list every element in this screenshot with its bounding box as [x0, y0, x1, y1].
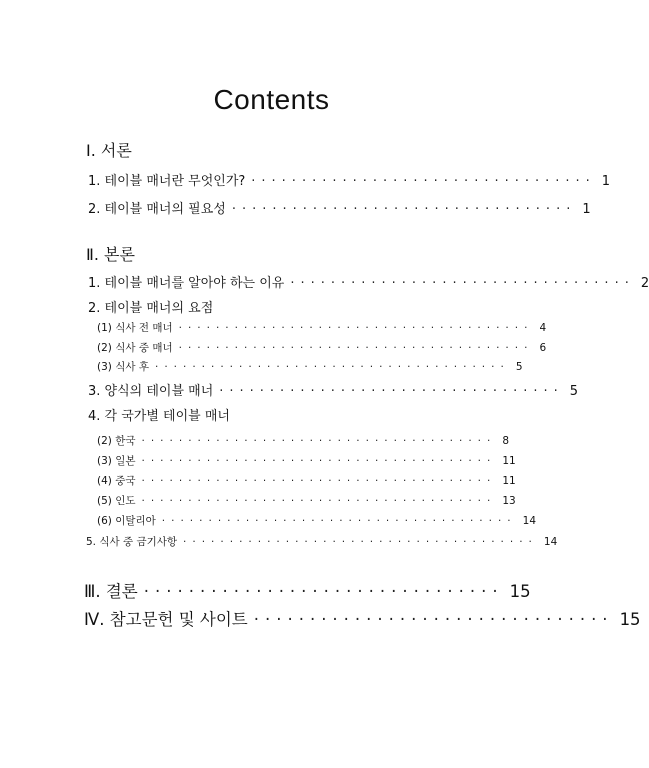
toc-entry-label: (3) 일본: [97, 455, 136, 467]
toc-entry-label: (3) 식사 후: [97, 361, 149, 373]
section-heading-intro: Ⅰ. 서론: [86, 141, 132, 160]
toc-entry-label: Ⅳ. 참고문헌 및 사이트: [84, 610, 248, 629]
toc-entry-label: 2. 테이블 매너의 요점: [88, 301, 214, 316]
toc-entry-page: 11: [502, 475, 516, 487]
dot-leader: ······································: [141, 435, 497, 447]
toc-entry-page: 6: [539, 342, 547, 354]
dot-leader: ································: [253, 610, 614, 629]
toc-entry[interactable]: [88, 405, 230, 424]
toc-entry[interactable]: [97, 359, 523, 374]
toc-entry-label: 5. 식사 중 금기사항: [86, 536, 178, 548]
toc-entry-page: 5: [515, 361, 523, 373]
dot-leader: ······································: [161, 515, 517, 527]
toc-entry-page: 1: [582, 202, 591, 217]
toc-entry-page: 13: [502, 495, 516, 507]
toc-entry[interactable]: [97, 493, 516, 508]
dot-leader: ··································: [290, 276, 635, 291]
dot-leader: ··································: [251, 174, 596, 189]
toc-entry[interactable]: [88, 380, 579, 399]
dot-leader: ······································: [154, 361, 510, 373]
toc-entry-label: (1) 식사 전 매너: [97, 322, 173, 334]
toc-entry-references[interactable]: [84, 606, 641, 630]
toc-entry[interactable]: [97, 513, 537, 528]
toc-entry[interactable]: [88, 170, 611, 189]
toc-entry-label: 4. 각 국가별 테이블 매너: [88, 409, 230, 424]
toc-entry-label: Ⅲ. 결론: [84, 582, 138, 601]
page-title: Contents: [213, 84, 330, 115]
toc-entry-label: (2) 식사 중 매너: [97, 342, 173, 354]
toc-entry[interactable]: [97, 473, 516, 488]
toc-entry-conclusion[interactable]: [84, 578, 531, 602]
dot-leader: ··································: [219, 384, 564, 399]
toc-entry-label: 2. 테이블 매너의 필요성: [88, 202, 226, 217]
toc-entry-page: 4: [539, 322, 547, 334]
toc-entry-label: 3. 양식의 테이블 매너: [88, 384, 214, 399]
toc-entry-label: (4) 중국: [97, 475, 136, 487]
dot-leader: ································: [143, 582, 504, 601]
toc-entry[interactable]: [97, 340, 547, 355]
toc-entry-label: (6) 이탈리아: [97, 515, 156, 527]
toc-entry-page: 11: [502, 455, 516, 467]
dot-leader: ······································: [141, 495, 497, 507]
toc-entry[interactable]: [88, 297, 213, 316]
toc-entry-page: 14: [522, 515, 537, 527]
dot-leader: ······································: [183, 536, 538, 548]
toc-entry[interactable]: [88, 272, 649, 291]
toc-entry[interactable]: [88, 198, 591, 217]
toc-entry-label: (5) 인도: [97, 495, 136, 507]
dot-leader: ··································: [231, 202, 577, 217]
toc-entry-page: 5: [569, 384, 579, 399]
toc-entry-page: 14: [543, 536, 558, 548]
toc-entry-page: 15: [619, 610, 641, 629]
dot-leader: ······································: [141, 455, 497, 467]
toc-entry[interactable]: [86, 534, 558, 549]
toc-entry[interactable]: [97, 453, 516, 468]
toc-entry-label: (2) 한국: [97, 435, 136, 447]
dot-leader: ······································: [178, 322, 534, 334]
toc-entry-label: 1. 테이블 매너를 알아야 하는 이유: [88, 276, 285, 291]
toc-entry-page: 15: [509, 582, 531, 601]
dot-leader: ······································: [178, 342, 534, 354]
dot-leader: ······································: [141, 475, 497, 487]
toc-entry[interactable]: [97, 433, 510, 448]
toc-entry-page: 1: [601, 174, 611, 189]
toc-entry-label: 1. 테이블 매너란 무엇인가?: [88, 174, 246, 189]
section-heading-main: Ⅱ. 본론: [86, 245, 135, 264]
toc-entry-page: 2: [640, 276, 649, 291]
toc-entry[interactable]: [97, 320, 547, 335]
toc-entry-page: 8: [502, 435, 510, 447]
